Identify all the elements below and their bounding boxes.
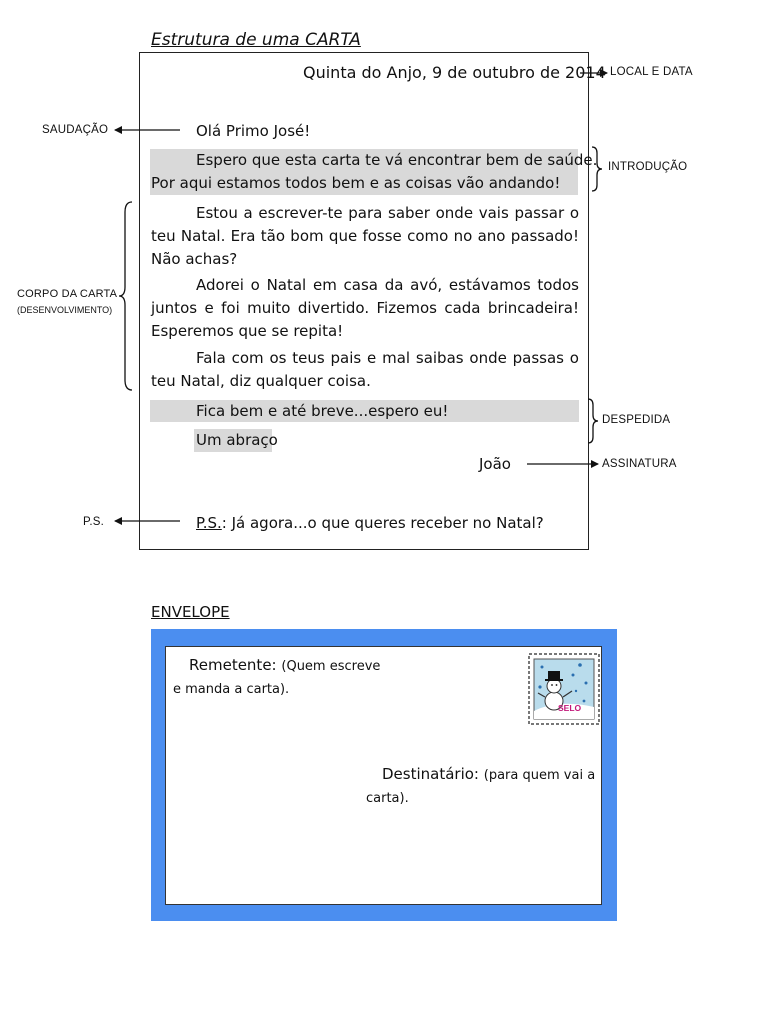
stamp bbox=[528, 653, 600, 725]
letter-body-paragraph-1: Estou a escrever-te para saber onde vais passar o teu Natal. Era tão bom que fosse como no ano passado! Não achas? bbox=[151, 204, 579, 268]
letter-greeting: Olá Primo José! bbox=[196, 122, 311, 140]
envelope-sender bbox=[189, 656, 380, 674]
sender-desc-2: e manda a carta). bbox=[173, 682, 290, 697]
label-place-date: LOCAL E DATA bbox=[610, 66, 693, 78]
letter-body-paragraph-3: Fala com os teus pais e mal saibas onde passas o teu Natal, diz qualquer coisa. bbox=[151, 349, 579, 390]
brace-body bbox=[119, 202, 132, 390]
letter-farewell-line2: Um abraço bbox=[196, 431, 278, 449]
label-ps: P.S. bbox=[83, 516, 105, 528]
envelope-recipient bbox=[382, 765, 595, 783]
label-farewell: DESPEDIDA bbox=[602, 414, 671, 426]
recipient-label: Destinatário: bbox=[382, 765, 479, 783]
label-greeting: SAUDAÇÃO bbox=[42, 124, 109, 136]
letter-farewell-line1: Fica bem e até breve...espero eu! bbox=[196, 402, 449, 420]
ps-prefix: P.S. bbox=[196, 514, 222, 532]
envelope-title: ENVELOPE bbox=[151, 603, 230, 621]
recipient-desc-2: carta). bbox=[366, 791, 409, 806]
brace-farewell bbox=[588, 399, 598, 443]
ps-text: : Já agora...o que queres receber no Natal? bbox=[221, 514, 544, 532]
label-body-sub: (DESENVOLVIMENTO) bbox=[17, 305, 113, 315]
stamp-label: SELO bbox=[558, 703, 582, 713]
recipient-desc-1: (para quem vai a bbox=[483, 768, 596, 783]
label-signature: ASSINATURA bbox=[602, 458, 677, 470]
snowman-stamp-icon bbox=[528, 653, 600, 725]
letter-intro-line1: Espero que esta carta te vá encontrar bem de saúde. bbox=[196, 151, 598, 169]
letter-signature: João bbox=[479, 455, 511, 473]
sender-label: Remetente: bbox=[189, 656, 277, 674]
sender-desc-1: (Quem escreve bbox=[281, 659, 381, 674]
letter-place-date: Quinta do Anjo, 9 de outubro de 2014 bbox=[303, 63, 606, 82]
letter-intro-line2: Por aqui estamos todos bem e as coisas vão andando! bbox=[151, 174, 561, 192]
letter-body-paragraph-2: Adorei o Natal em casa da avó, estávamos todos juntos e foi muito divertido. Fizemos cada brincadeira! Esperemos que se repita! bbox=[151, 276, 579, 340]
page-title: Estrutura de uma CARTA bbox=[151, 30, 361, 50]
label-intro: INTRODUÇÃO bbox=[608, 161, 688, 173]
brace-intro bbox=[592, 147, 602, 191]
label-body: CORPO DA CARTA bbox=[17, 288, 118, 300]
